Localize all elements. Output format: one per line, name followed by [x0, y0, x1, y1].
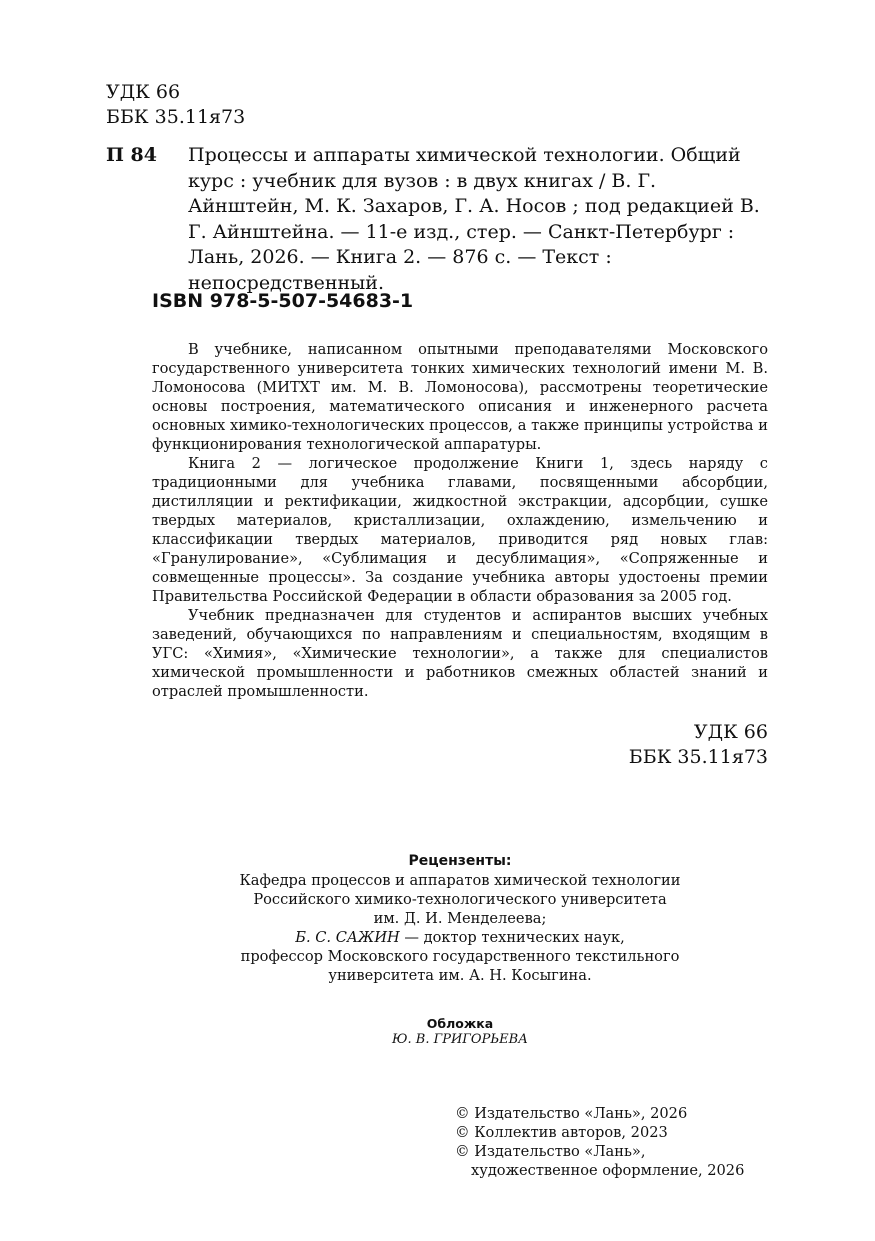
reviewers-block [152, 852, 768, 985]
copyright-line: © Издательство «Лань», 2026 [455, 1105, 688, 1122]
annotation-paragraph-1: В учебнике, написанном опытными преподавателями Московского государственного университета тонких химических технологий имени М. В. Ломоносова (МИТХТ им. М. В. Ломоносова), рассмотрены теоретические основы построения, математического описания и инженерного расчета основных химико-технологических процессов, а также принципы устройства и функционирования технологической аппаратуры. [152, 341, 768, 453]
reviewer-role: — доктор технических наук, [399, 929, 625, 946]
cover-designer: Ю. В. ГРИГОРЬЕВА [392, 1032, 528, 1047]
annotation-paragraph-2: Книга 2 — логическое продолжение Книги 1, здесь наряду с традиционными для учебника главами, посвященными абсорбции, дистилляции и ректификации, жидкостной экстракции, адсорбции, сушке твердых материалов, кристаллизации, охлаждению, измельчению и классификации твердых материалов, приводится ряд новых глав: «Гранулирование», «Сублимация и десублимация», «Сопряженные и совмещенные процессы». За создание учебника авторы удостоены премии Правительства Российской Федерации в области образования за 2005 год. [152, 455, 768, 605]
annotation [152, 340, 768, 701]
cover-credit [152, 1016, 768, 1048]
bbk-code: ББК 35.11я73 [106, 106, 246, 128]
copyright-line: © Издательство «Лань», [455, 1143, 646, 1160]
reviewer-line [152, 928, 768, 947]
reviewers-title: Рецензенты: [408, 853, 512, 869]
udk-code: УДК 66 [106, 81, 181, 103]
bibliographic-description: Процессы и аппараты химической технологии. Общий курс : учебник для вузов : в двух книгах / В. Г. Айнштейн, М. К. Захаров, Г. А. Носов ; под редакцией В. Г. Айнштейна. — 11-е изд., стер. — Санкт-Петербург : Лань, 2026. — Книга 2. — 876 с. — Текст : непосредственный. [188, 144, 760, 294]
author-sign: П 84 [106, 144, 157, 166]
udk-code-bottom: УДК 66 [693, 721, 768, 743]
reviewer-line: им. Д. И. Менделеева; [373, 910, 547, 927]
copyright-block [455, 1104, 744, 1180]
reviewer-line: университета им. А. Н. Косыгина. [328, 967, 592, 984]
annotation-paragraph-3: Учебник предназначен для студентов и аспирантов высших учебных заведений, обучающихся по направлениям и специальностям, входящим в УГС: «Химия», «Химические технологии», а также для специалистов химической промышленности и работников смежных областей знаний и отраслей промышленности. [152, 607, 768, 700]
isbn: ISBN 978-5-507-54683-1 [152, 290, 414, 312]
bbk-code-bottom: ББК 35.11я73 [628, 746, 768, 768]
copyright-line: художественное оформление, 2026 [471, 1162, 745, 1179]
reviewer-name: Б. С. САЖИН [295, 929, 400, 946]
reviewer-line: профессор Московского государственного текстильного [240, 948, 680, 965]
reviewer-line: Российского химико-технологического университета [253, 891, 667, 908]
reviewer-line: Кафедра процессов и аппаратов химической технологии [239, 872, 681, 889]
cover-title: Обложка [426, 1016, 494, 1031]
copyright-line: © Коллектив авторов, 2023 [455, 1124, 668, 1141]
